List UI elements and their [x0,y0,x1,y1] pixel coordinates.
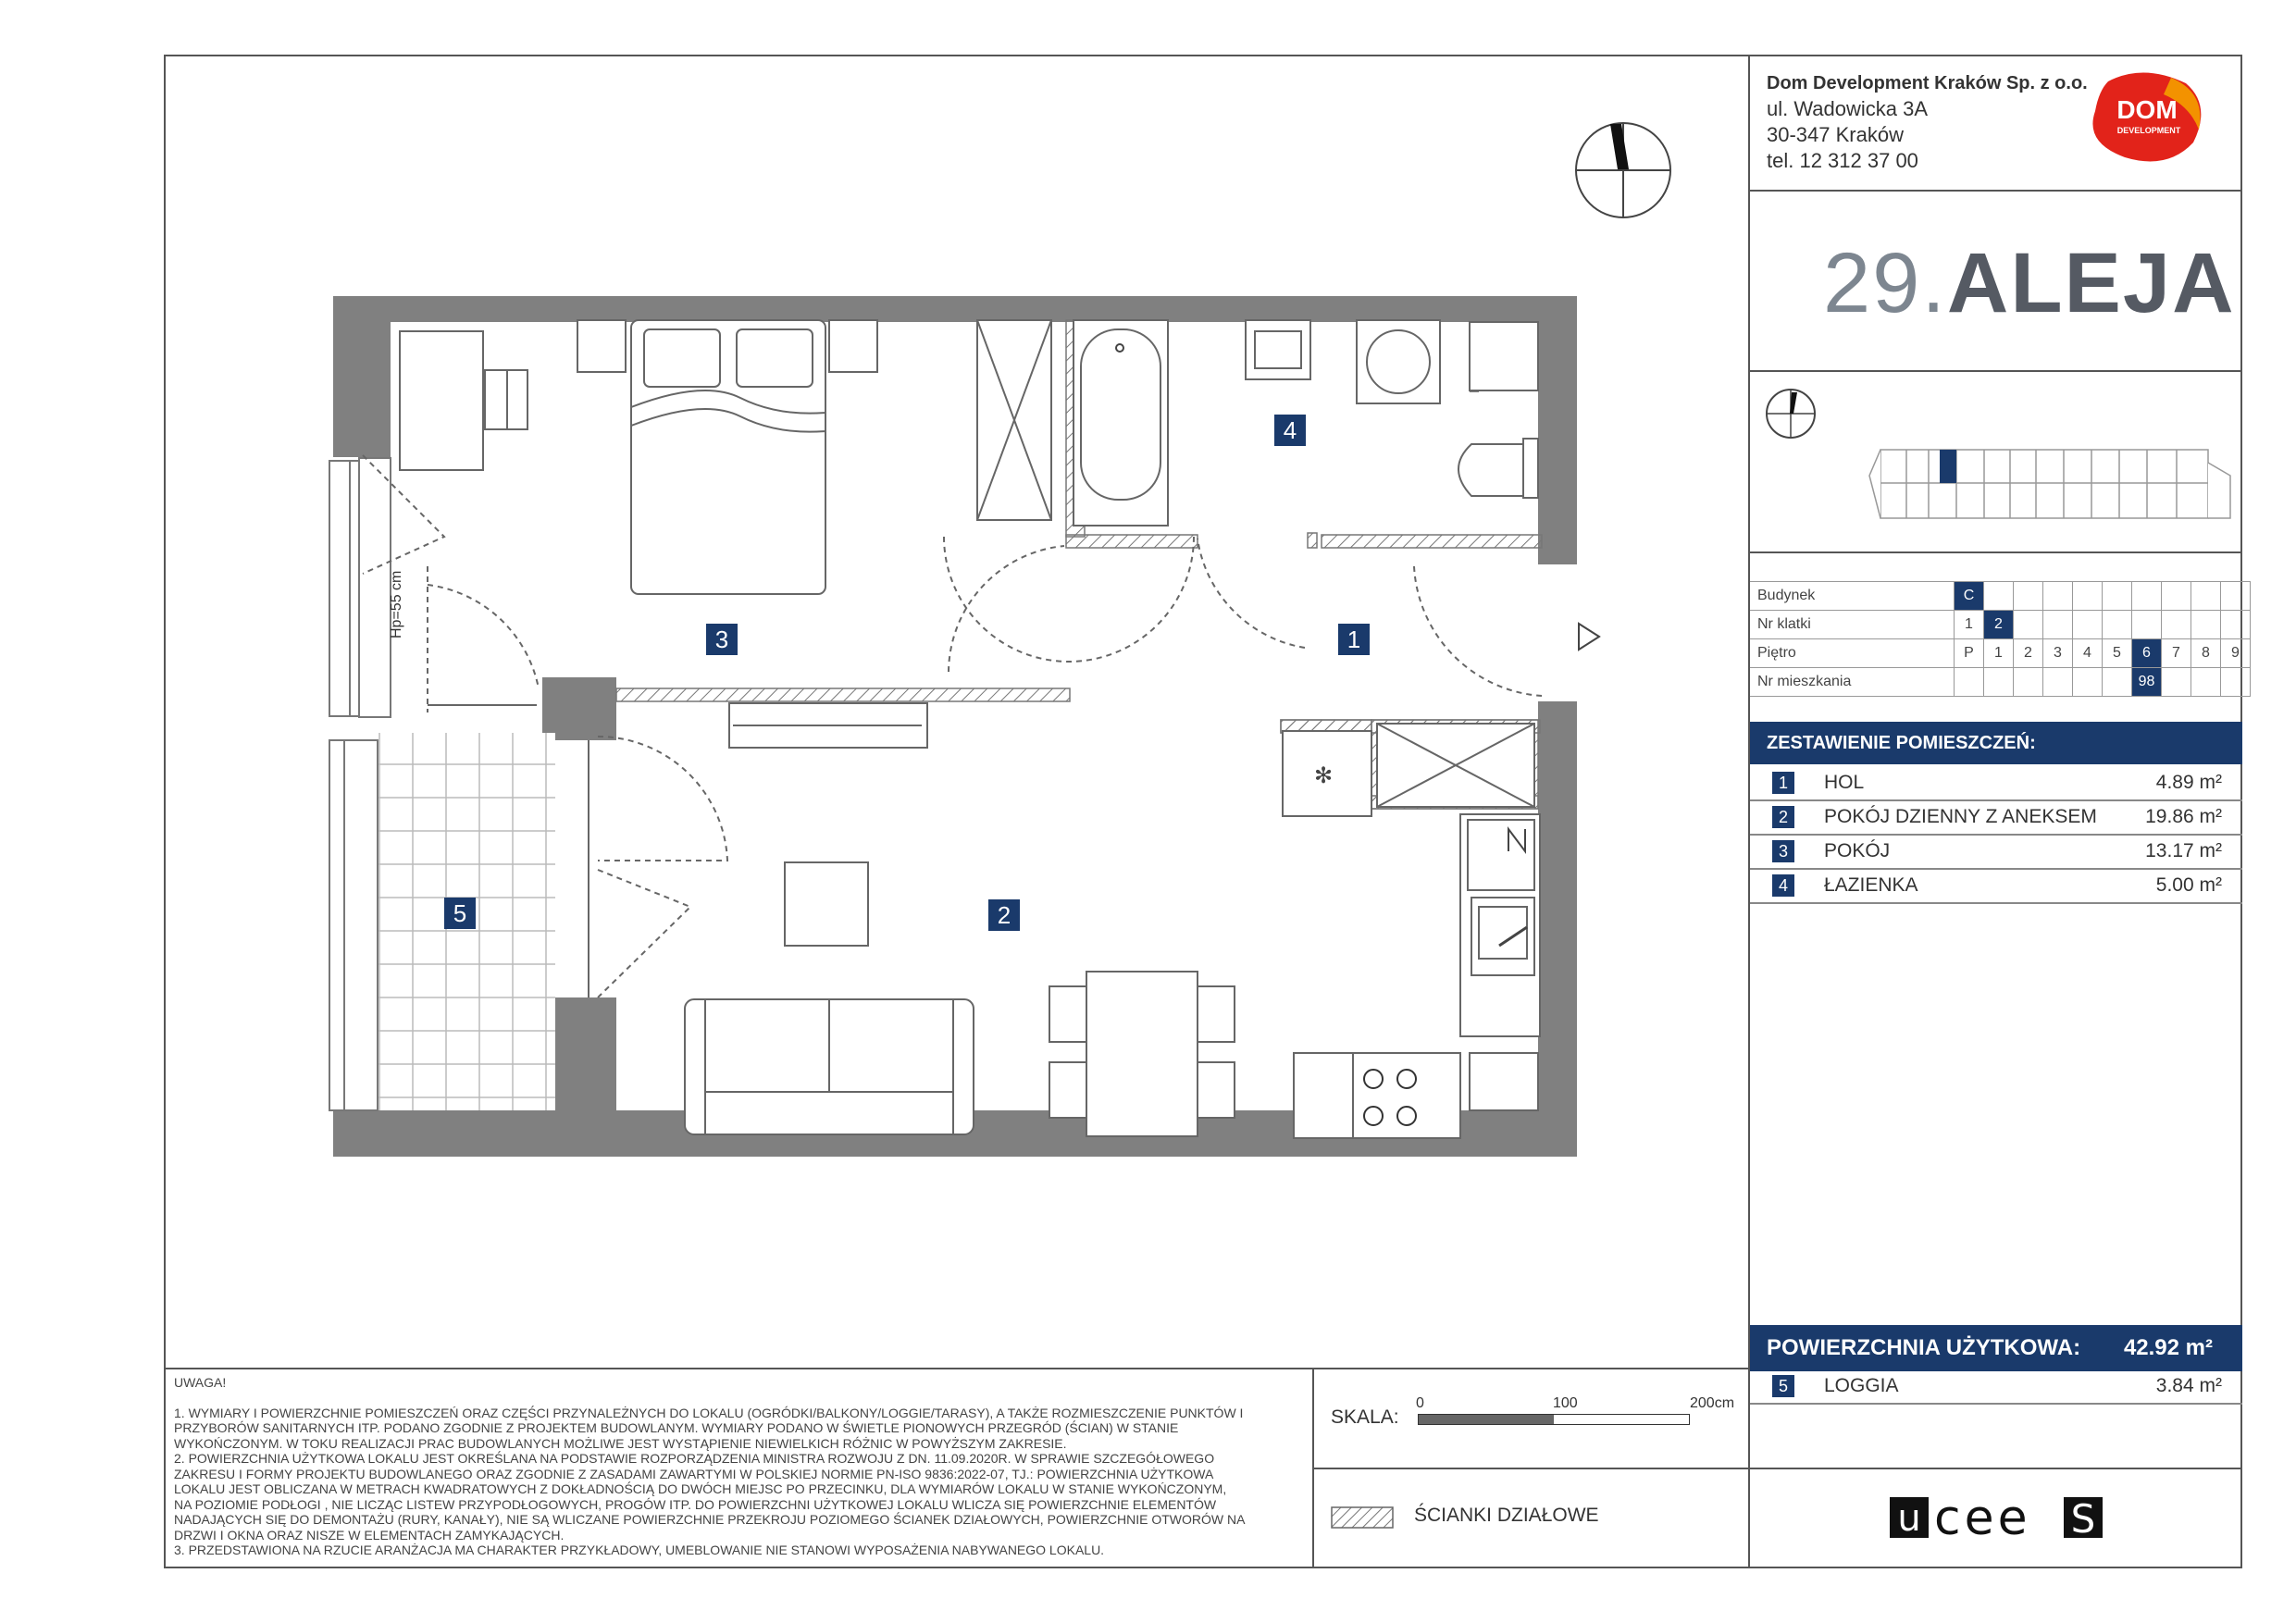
location-cell: 3 [2043,639,2073,668]
scale-label: SKALA: [1331,1406,1399,1428]
scale-tick-200: 200cm [1690,1395,1735,1411]
location-table [1750,581,2251,697]
location-cell [2221,611,2251,639]
room-row [1750,835,2242,870]
location-row-label: Budynek [1750,582,1955,611]
loggia-balustrade [329,740,378,1110]
notes-line: 2. POWIERZCHNIA UŻYTKOWA LOKALU JEST OKREŚLANA NA PODSTAWIE ROZPORZĄDZENIA MINISTRA ROZWOJU Z DN. 11.09.2020R. W SPRAWIE SZCZEGÓŁOWEGO [174,1451,1215,1466]
brand-word: ALEJA [1946,236,2236,330]
company-phone: tel. 12 312 37 00 [1767,149,1918,172]
location-cell [2132,582,2162,611]
notes-line: DRZWI I OKNA ORAZ NISZE W ELEMENTACH ZAMYKAJĄCYCH. [174,1527,565,1542]
rooms-heading: ZESTAWIENIE POMIESZCZEŃ: [1750,722,2242,764]
location-cell: 2 [1984,611,2014,639]
legend-label: ŚCIANKI DZIAŁOWE [1414,1505,1599,1526]
location-cell [2191,582,2221,611]
location-cell [2103,611,2132,639]
room-number: 5 [1772,1375,1794,1397]
location-cell [2103,668,2132,697]
room-name: LOGGIA [1824,1375,1899,1396]
location-row [1750,582,2251,611]
location-cell: 7 [2162,639,2191,668]
room-number: 4 [1772,874,1794,897]
dom-development-logo [2090,68,2206,165]
room-row [1750,766,2242,801]
north-arrow-icon [1576,123,1670,217]
location-cell [2014,611,2043,639]
svg-text:u: u [1897,1497,1921,1540]
notes-line: ZAKRESU I FORMY PROJEKTU BUDOWLANEGO ORAZ ZGODNIE Z ZASADAMI ZAWARTYMI W POLSKIEJ NORMIE PN-ISO 9836:2022-07, TJ.: POWIERZCHNIA UŻYTKOWA [174,1466,1214,1481]
plan-label-3: 3 [706,624,738,655]
window-height-note: Hp=55 cm [389,570,404,638]
dining-table [1086,972,1198,1136]
room-area: 19.86 m² [2145,806,2222,827]
svg-text:cee: cee [1934,1493,2031,1542]
location-cell [2043,668,2073,697]
room-area: 13.17 m² [2145,840,2222,861]
location-cell [2073,611,2103,639]
location-row [1750,611,2251,639]
notes-line: 1. WYMIARY I POWIERZCHNIE POMIESZCZEŃ ORAZ CZĘŚCI PRZYNALEŻNYCH DO LOKALU (OGRÓDKI/BALKONY/LOGGIE/TARASY), A TAKŻE ROZMIESZCZENIE PUNKTÓW I [174,1405,1244,1420]
location-cell [1984,582,2014,611]
ucees-logo [1888,1493,2110,1542]
location-cell: 1 [1955,611,1984,639]
keyplan-north-icon [1767,390,1815,438]
room-number: 2 [1772,806,1794,828]
room-name: HOL [1824,772,1865,793]
sidebar-sep-3 [1748,551,2242,553]
total-area-bar [1750,1325,2242,1371]
notes-line: NADAJĄCYCH SIĘ DO DEMONTAŻU (RURY, KANAŁY), NIE SĄ WLICZANE POWIERZCHNIE PRZEKROJU POZIOMEGO ŚCIANEK DZIAŁOWYCH, POWIERZCHNIE OTWORÓW NA [174,1512,1246,1527]
location-cell [2162,611,2191,639]
scale-bar [1418,1414,1690,1425]
room-number: 1 [1772,772,1794,794]
room-name: ŁAZIENKA [1824,874,1918,896]
svg-text:S: S [2070,1496,2096,1542]
svg-text:DOM: DOM [2116,95,2178,124]
location-cell: 9 [2221,639,2251,668]
location-cell: P [1955,639,1984,668]
location-cell: 1 [1984,639,2014,668]
coffee-table [785,862,868,946]
brand-number: 29. [1823,236,1947,330]
window-room3 [329,461,359,716]
sidebar-sep-2 [1748,370,2242,372]
location-cell: 6 [2132,639,2162,668]
total-area-label: POWIERZCHNIA UŻYTKOWA: [1767,1335,2081,1360]
location-row [1750,668,2251,697]
notes-line: NA POZIOMIE PODŁOGI , NIE LICZĄC LISTEW PRZYPODŁOGOWYCH, PROGÓW ITP. DO POWIERZCHNI UŻYTKOWEJ LOKALU WLICZA SIĘ POWIERZCHNIE ELEMENTÓW [174,1496,1217,1512]
notes-divider [164,1368,1750,1369]
svg-text:DEVELOPMENT: DEVELOPMENT [2116,126,2181,135]
company-city: 30-347 Kraków [1767,123,1904,146]
location-cell: 5 [2103,639,2132,668]
hatch-legend-icon [1331,1506,1396,1530]
location-cell [1955,668,1984,697]
location-cell [2162,668,2191,697]
location-cell [2191,611,2221,639]
company-info [1767,70,2088,174]
sidebar-sep-1 [1748,190,2242,192]
keyplan-highlight [1940,450,1956,483]
location-cell: C [1955,582,1984,611]
plan-label-5: 5 [444,898,476,929]
location-cell: 2 [2014,639,2043,668]
toilet [1523,439,1538,498]
location-cell [2191,668,2221,697]
total-area-value: 42.92 m² [2123,1335,2213,1360]
location-row [1750,639,2251,668]
location-cell [2132,611,2162,639]
key-plan [1758,379,2240,546]
room-area: 5.00 m² [2155,874,2222,896]
notes-line: LOKALU JEST OBLICZANA W METRACH KWADRATOWYCH Z DOKŁADNOŚCIĄ DO DWÓCH MIEJSC PO PRZECINKU, DLA WYMIARÓW LOKALU W STANIE WYKOŃCZONYM, [174,1481,1227,1496]
location-cell: 8 [2191,639,2221,668]
location-cell: 98 [2132,668,2162,697]
location-cell [2073,582,2103,611]
location-cell [2162,582,2191,611]
project-brand [1823,235,2236,332]
svg-text:✻: ✻ [1314,762,1334,788]
location-cell [2103,582,2132,611]
plan-label-4: 4 [1274,415,1306,446]
location-cell [2043,611,2073,639]
plan-label-2: 2 [988,899,1020,931]
notes-title: UWAGA! [174,1375,227,1390]
room-row [1750,800,2242,836]
desk [400,331,483,470]
notes-line: PRZYBORÓW SANITARNYCH ITP. PODANO ZGODNIE Z PROJEKTEM BUDOWLANYM. WYMIARY PODANO W ŚWIETLE PIONOWYCH PRZEGRÓD (ŚCIAN) W STANIE [174,1420,1179,1435]
room-number: 3 [1772,840,1794,862]
location-row-label: Nr klatki [1750,611,1955,639]
notes-block [174,1375,1294,1558]
keyplan-building [1869,450,2230,518]
loggia-row [1750,1369,2242,1405]
room-area: 4.89 m² [2155,772,2222,793]
location-cell [2043,582,2073,611]
location-cell [2014,668,2043,697]
room-name: POKÓJ [1824,840,1891,861]
scale-tick-100: 100 [1553,1395,1578,1411]
company-street: ul. Wadowicka 3A [1767,97,1929,120]
location-cell [2221,668,2251,697]
plan-label-1: 1 [1338,624,1370,655]
location-cell [1984,668,2014,697]
room-name: POKÓJ DZIENNY Z ANEKSEM [1824,806,2097,827]
scale-tick-0: 0 [1416,1395,1424,1411]
room-row [1750,869,2242,904]
location-cell [2073,668,2103,697]
location-cell [2014,582,2043,611]
location-cell: 4 [2073,639,2103,668]
room-area: 3.84 m² [2155,1375,2222,1396]
company-name: Dom Development Kraków Sp. z o.o. [1767,73,2088,93]
notes-line: 3. PRZEDSTAWIONA NA RZUCIE ARANŻACJA MA CHARAKTER PRZYKŁADOWY, UMEBLOWANIE NIE STANOWI WYPOSAŻENIA NABYWANEGO LOKALU. [174,1542,1105,1557]
legend-divider [1312,1468,2242,1469]
notes-line: WYKOŃCZONYM. W TOKU REALIZACJI PRAC BUDOWLANYCH MOŻLIWE JEST WYSTĄPIENIE NIEWIELKICH RÓŻNIC W POWYŻSZYM ZAKRESIE. [174,1435,1067,1451]
location-row-label: Piętro [1750,639,1955,668]
location-row-label: Nr mieszkania [1750,668,1955,697]
location-cell [2221,582,2251,611]
